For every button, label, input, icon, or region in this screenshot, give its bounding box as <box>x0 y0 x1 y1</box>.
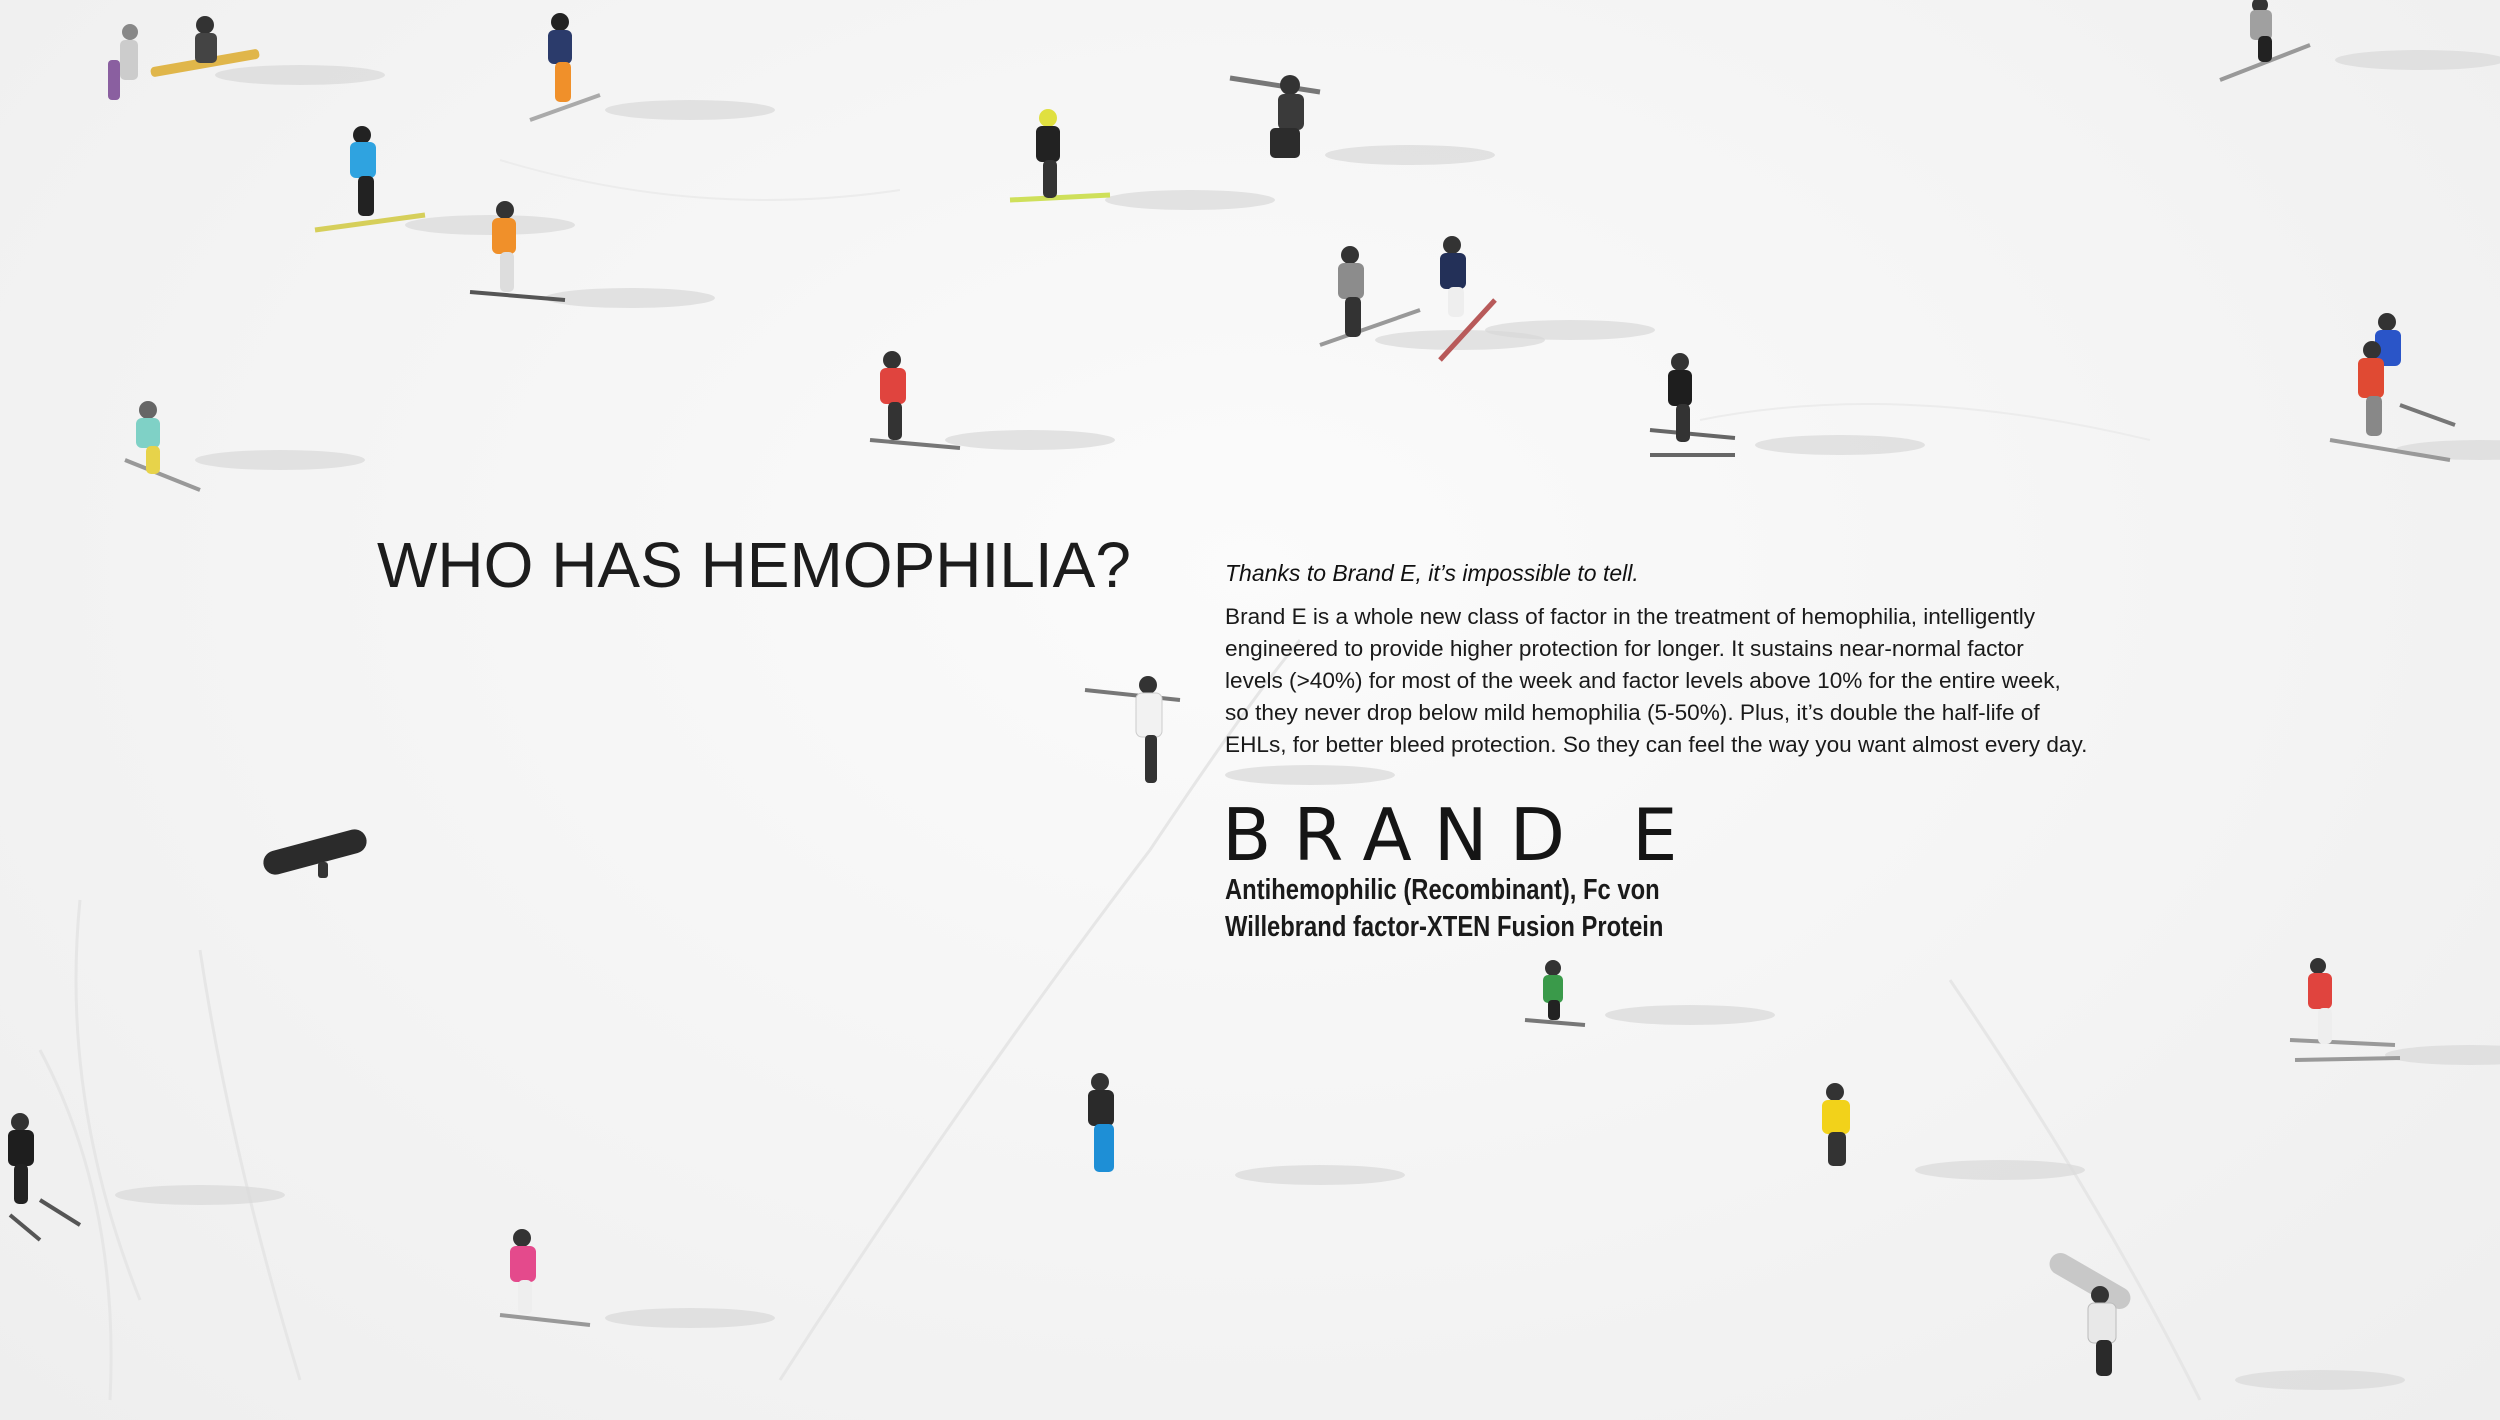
skier-blue-orange <box>530 13 775 120</box>
ad-copy-block <box>1225 560 2250 761</box>
skier-group-topleft <box>108 16 385 100</box>
skier-top-right <box>2220 0 2500 80</box>
body-line: EHLs, for better bleed protection. So they can feel the way you want almost every day. <box>1225 732 2088 757</box>
product-descriptor <box>1225 872 1663 946</box>
tagline: Thanks to Brand E, it’s impossible to tell. <box>1225 560 1639 586</box>
body-line: levels (>40%) for most of the week and factor levels above 10% for the entire week, <box>1225 668 2061 693</box>
skier-poles-up <box>1230 75 1495 165</box>
skier-black-right <box>1650 353 1925 455</box>
snowboarder-bottom-right <box>2046 1249 2405 1390</box>
skier-pink <box>500 1229 775 1328</box>
skier-teal <box>125 401 365 490</box>
skier-blue-pants <box>1088 1073 1405 1185</box>
skier-light-blue <box>315 126 575 235</box>
headline: WHO HAS HEMOPHILIA? <box>377 529 1131 601</box>
skier-yellow <box>1822 1083 2085 1180</box>
skier-pair-center <box>1320 236 1655 360</box>
descriptor-line: Antihemophilic (Recombinant), Fc von <box>1225 874 1660 906</box>
skier-orange <box>470 201 715 308</box>
skier-pair-right <box>2330 313 2500 460</box>
skier-black-left-bottom <box>8 1113 285 1240</box>
body-copy <box>1225 601 2250 761</box>
snowboard-left <box>261 827 370 878</box>
body-line: engineered to provide higher protection for longer. It sustains near-normal factor <box>1225 636 2024 661</box>
brand-logo: BRAND E <box>1222 793 1700 877</box>
skier-red-bottom-right <box>2290 958 2500 1065</box>
skier-black-center <box>1010 109 1275 210</box>
body-line: Brand E is a whole new class of factor in the treatment of hemophilia, intelligently <box>1225 604 2036 629</box>
skier-green-bottom <box>1525 960 1775 1025</box>
descriptor-line: Willebrand factor-XTEN Fusion Protein <box>1225 911 1664 943</box>
body-line: so they never drop below mild hemophilia (5-50%). Plus, it’s double the half-life of <box>1225 700 2040 725</box>
skier-red-center <box>870 351 1115 450</box>
